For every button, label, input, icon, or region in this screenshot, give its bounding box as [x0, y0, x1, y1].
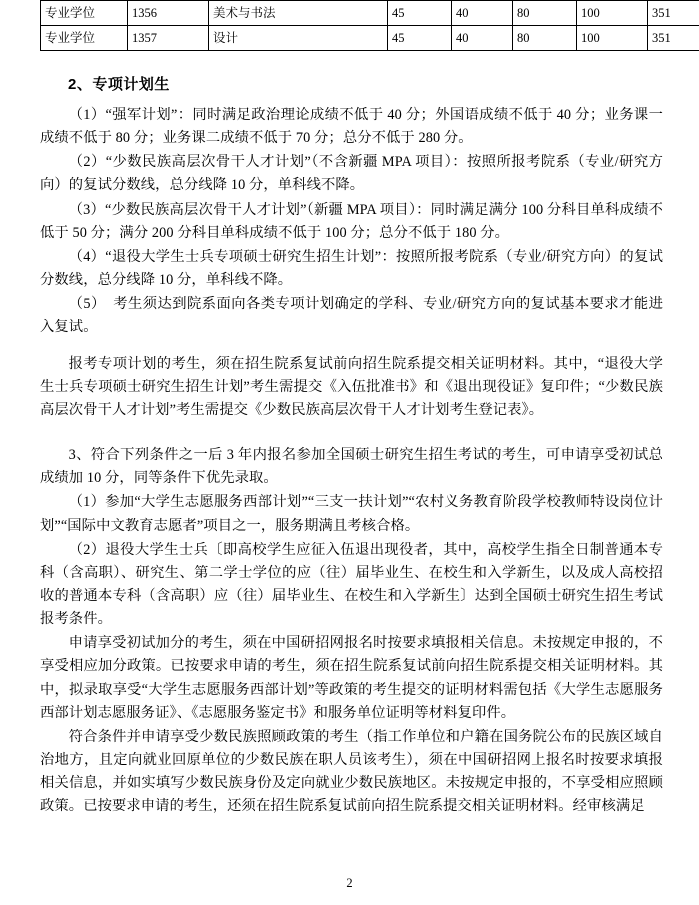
paragraph-materials: 报考专项计划的考生，须在招生院系复试前向招生院系提交相关证明材料。其中，“退役大学生士兵专项硕士研究生招生计划”考生需提交《入伍批准书》和《退出现役证》复印件；“少数民族高层次骨干人才计划”考生需提交《少数民族高层次骨干人才计划考生登记表》。	[40, 355, 663, 418]
paragraph-item-5: （5） 考生须达到院系面向各类专项计划确定的学科、专业/研究方向的复试基本要求才能进入复试。	[40, 296, 663, 336]
section-title: 2、专项计划生	[68, 76, 170, 93]
cell-total: 351	[648, 26, 699, 51]
paragraph-item-1: （1）“强军计划”：同时满足政治理论成绩不低于 40 分；外国语成绩不低于 40 分；业务课一成绩不低于 80 分；业务课二成绩不低于 70 分；总分不低于 280 分。	[40, 107, 663, 147]
cell-score-4: 100	[577, 1, 648, 26]
cell-score-4: 100	[577, 26, 648, 51]
cell-degree-type: 专业学位	[41, 26, 128, 51]
table-row	[41, 26, 699, 51]
paragraph-item-4: （4）“退役大学生士兵专项硕士研究生招生计划”：按照所报考院系（专业/研究方向）的复试分数线，总分线降 10 分，单科线不降。	[40, 248, 663, 289]
cell-major: 设计	[209, 26, 388, 51]
score-table	[40, 0, 699, 51]
cell-score-3: 80	[513, 26, 577, 51]
paragraph-minority-policy: 符合条件并申请享受少数民族照顾政策的考生（指工作单位和户籍在国务院公布的民族区域自治地方，且定向就业回原单位的少数民族在职人员该考生），须在中国研招网上报名时按要求填报相关信息，并如实填写少数民族身份及定向就业少数民族地区。未按规定申报的，不享受相应照顾政策。已按要求申请的考生，还须在招生院系复试前向招生院系提交相关证明材料。经审核满足	[40, 728, 663, 815]
cell-total: 351	[648, 1, 699, 26]
cell-score-2: 40	[452, 26, 513, 51]
cell-score-3: 80	[513, 1, 577, 26]
paragraph-bonus-application: 申请享受初试加分的考生，须在中国研招网报名时按要求填报相关信息。未按规定申报的，不享受相应加分政策。已按要求申请的考生，须在招生院系复试前向招生院系提交相关证明材料。其中，拟录取享受“大学生志愿服务西部计划”等政策的考生提交的证明材料需包括《大学生志愿服务西部计划志愿服务证》、《志愿服务鉴定书》和服务单位证明等材料复印件。	[40, 635, 663, 721]
cell-code: 1357	[128, 26, 209, 51]
cell-major: 美术与书法	[209, 1, 388, 26]
paragraph-bonus-intro: 3、符合下列条件之一后 3 年内报名参加全国硕士研究生招生考试的考生，可申请享受初试总成绩加 10 分，同等条件下优先录取。	[40, 447, 663, 487]
paragraph-item-2: （2）“少数民族高层次骨干人才计划”（不含新疆 MPA 项目）：按照所报考院系（专业/研究方向）的复试分数线，总分线降 10 分，单科线不降。	[40, 154, 663, 194]
cell-code: 1356	[128, 1, 209, 26]
table-body	[41, 1, 699, 51]
cell-score-2: 40	[452, 1, 513, 26]
cell-score-1: 45	[388, 1, 452, 26]
cell-degree-type: 专业学位	[41, 1, 128, 26]
cell-score-1: 45	[388, 26, 452, 51]
paragraph-item-3: （3）“少数民族高层次骨干人才计划”（新疆 MPA 项目）：同时满足满分 100 分科目单科成绩不低于 50 分；满分 200 分科目单科成绩不低于 100 分；总分不低于 180 分。	[40, 201, 663, 241]
paragraph-bonus-item-2: （2）退役大学生士兵〔即高校学生应征入伍退出现役者，其中，高校学生指全日制普通本专科（含高职）、研究生、第二学士学位的应（往）届毕业生、在校生和入学新生，以及成人高校招收的普通本专科（含高职）应（往）届毕业生、在校生和入学新生〕达到全国硕士研究生招生考试报考条件。	[40, 541, 663, 628]
page-number: 2	[346, 876, 353, 890]
table-row	[41, 1, 699, 26]
paragraph-bonus-item-1: （1）参加“大学生志愿服务西部计划”“三支一扶计划”“农村义务教育阶段学校教师特设岗位计划”“国际中文教育志愿者”项目之一，服务期满且考核合格。	[40, 494, 663, 534]
